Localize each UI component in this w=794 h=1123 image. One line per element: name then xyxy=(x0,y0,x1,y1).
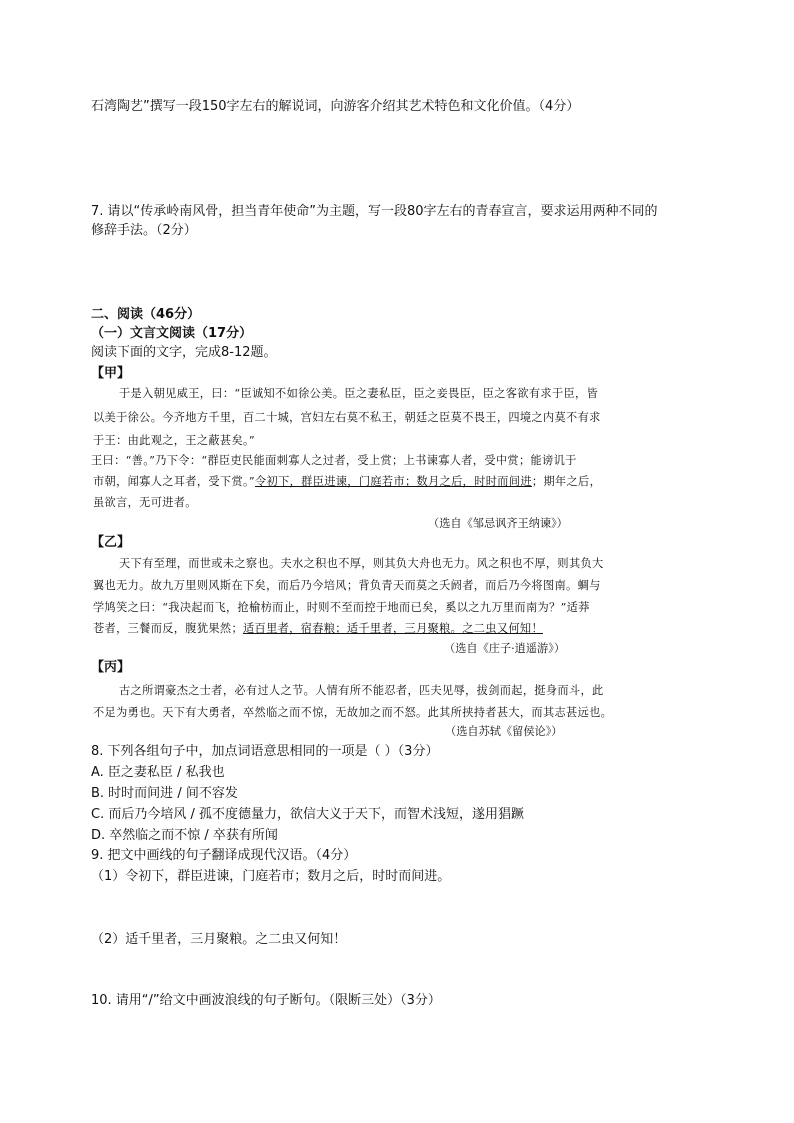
passage-yi-line: 翼也无力。故九万里则风斯在下矣，而后乃今培风；背负青天而莫之夭阏者，而后乃今将图南。蜩与 xyxy=(93,579,601,592)
passage-jia-line: 虽欲言，无可进者。 xyxy=(93,496,197,509)
question-6-tail: 石湾陶艺”撰写一段150字左右的解说词，向游客介绍其艺术特色和文化价值。（4分） xyxy=(91,99,580,114)
passage-bing-line: 古之所谓豪杰之士者，必有过人之节。人情有所不能忍者，匹夫见辱，拔剑而起，挺身而斗，此 xyxy=(119,684,604,697)
passage-jia-line: 于王：由此观之，王之蔽甚矣。” xyxy=(93,434,255,447)
passage-bing-line: 不足为勇也。天下有大勇者，卒然临之而不惊，无故加之而不怒。此其所挟持者甚大，而其志甚远也。 xyxy=(93,706,613,719)
question-8-option-b: B. 时时而间进 / 间不容发 xyxy=(91,786,238,801)
question-8-option-a: A. 臣之妻私臣 / 私我也 xyxy=(91,765,225,780)
question-8-option-c: C. 而后乃今培风 / 孤不度德量力，欲信大义于天下，而智术浅短，遂用猖蹶 xyxy=(91,807,524,822)
question-8-option-d: D. 卒然临之而不惊 / 卒获有所闻 xyxy=(91,828,278,843)
passage-jia-line xyxy=(93,473,601,490)
passage-jia-source: （选自《邹忌讽齐王纳谏》） xyxy=(428,517,568,530)
jia-underlined-sentence: 令初下，群臣进谏，门庭若市；数月之后，时时而间进 xyxy=(255,475,532,488)
passage-jia-line: 王曰：“善。”乃下令：“群臣吏民能面刺寡人之过者，受上赏；上书谏寡人者，受中赏；能谤讥于 xyxy=(91,454,577,467)
subsection-title: （一）文言文阅读（17分） xyxy=(91,326,253,341)
reading-instruction: 阅读下面的文字，完成8-12题。 xyxy=(91,345,277,360)
passage-jia-line: 于是入朝见威王，曰：“臣诚知不如徐公美。臣之妻私臣，臣之妾畏臣，臣之客欲有求于臣，皆 xyxy=(119,387,599,400)
jia-text: ；期年之后， xyxy=(531,475,602,488)
passage-yi-label: 【乙】 xyxy=(91,535,131,550)
passage-jia-label: 【甲】 xyxy=(91,366,131,381)
passage-yi-line: 学鸠笑之曰：“我决起而飞，抢榆枋而止，时则不至而控于地而已矣，奚以之九万里而南为？”适莽 xyxy=(93,601,590,614)
question-9-item-2: （2）适千里者，三月聚粮。之二虫又何知！ xyxy=(91,932,347,947)
yi-underlined-sentence: 适百里者，宿舂粮；适千里者，三月聚粮。之二虫又何知！ xyxy=(243,622,543,635)
section-title: 二、阅读（46分） xyxy=(91,307,201,322)
yi-text: 苍者，三餐而反，腹犹果然； xyxy=(93,622,243,635)
passage-jia-line: 以美于徐公。今齐地方千里，百二十城，宫妇左右莫不私王，朝廷之臣莫不畏王，四境之内莫不有求 xyxy=(93,411,601,424)
passage-bing-source: （选自苏轼《留侯论》） xyxy=(445,725,563,738)
passage-bing-label: 【丙】 xyxy=(91,660,131,675)
passage-yi-line xyxy=(93,620,543,637)
question-9-stem: 9. 把文中画线的句子翻译成现代汉语。（4分） xyxy=(91,848,357,863)
question-7-line-2: 修辞手法。（2分） xyxy=(91,223,197,238)
question-7-line-1: 7. 请以“传承岭南风骨，担当青年使命”为主题，写一段80字左右的青春宣言，要求运用两种不同的 xyxy=(91,204,658,219)
passage-yi-line: 天下有至理，而世或未之察也。夫水之积也不厚，则其负大舟也无力。风之积也不厚，则其负大 xyxy=(119,557,604,570)
question-8-stem: 8. 下列各组句子中，加点词语意思相同的一项是（ ）（3分） xyxy=(91,744,439,759)
question-9-item-1: （1）令初下，群臣进谏，门庭若市；数月之后，时时而间进。 xyxy=(91,869,451,884)
passage-yi-source: （选自《庄子·逍遥游》） xyxy=(444,642,566,655)
jia-text: 市朝，闻寡人之耳者，受下赏。” xyxy=(93,475,255,488)
question-10-stem: 10. 请用“/”给文中画波浪线的句子断句。（限断三处）（3分） xyxy=(91,993,441,1008)
